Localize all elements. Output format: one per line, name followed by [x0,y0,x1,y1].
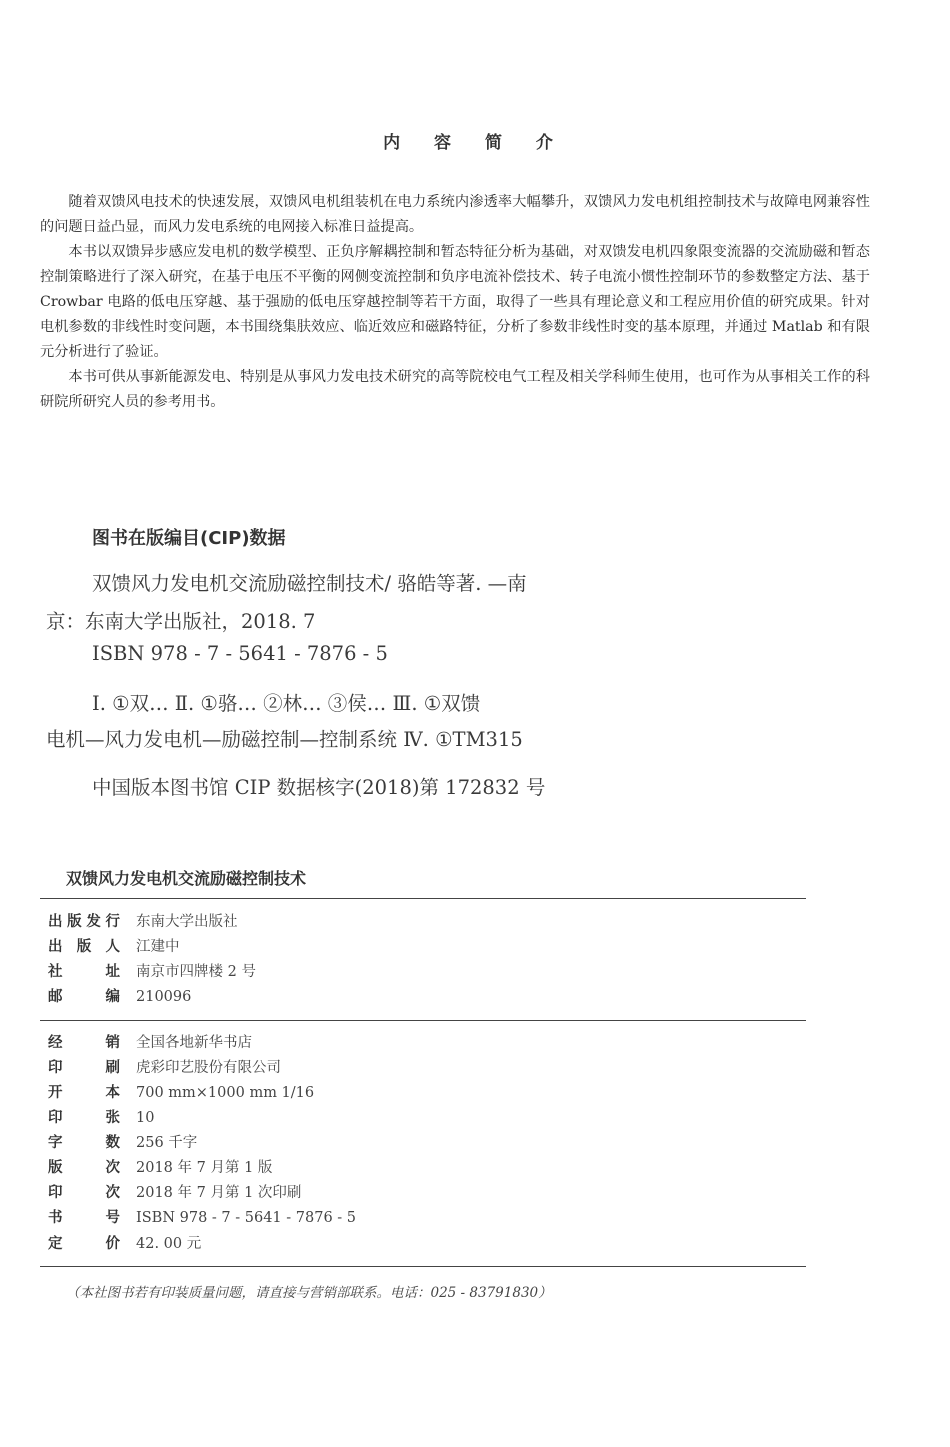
imprint-label: 书号 [48,1210,120,1226]
cip-line: 双馈风力发电机交流励磁控制技术/ 骆皓等著. —南 [92,572,527,595]
imprint-value: 42. 00 元 [136,1236,202,1252]
cip-line: Ⅰ. ①双… Ⅱ. ①骆… ②林… ③侯… Ⅲ. ①双馈 [92,692,481,715]
imprint-divider-bottom [40,1266,806,1267]
imprint-label: 社址 [48,964,120,980]
imprint-value: 256 千字 [136,1135,198,1151]
imprint-label: 印次 [48,1185,120,1201]
imprint-row [48,1106,154,1131]
cip-heading: 图书在版编目(CIP)数据 [92,528,286,549]
imprint-value: 2018 年 7 月第 1 版 [136,1160,273,1176]
imprint-divider-middle [40,1020,806,1021]
cip-line: ISBN 978 - 7 - 5641 - 7876 - 5 [92,642,388,665]
imprint-row [48,985,191,1010]
intro-paragraph: 本书以双馈异步感应发电机的数学模型、正负序解耦控制和暂态特征分析为基础，对双馈发电机四象限变流器的交流励磁和暂态控制策略进行了深入研究，在基于电压不平衡的网侧变流控制和负序电流补偿技术、转子电流小惯性控制环节的参数整定方法、基于 Crowbar 电路的低电压穿越、基于强励的低电压穿越控制等若干方面，取得了一些具有理论意义和工程应用价值的研究成果。针对电机参数的非线性时变问题，本书围绕集肤效应、临近效应和磁路特征，分析了参数非线性时变的基本原理，并通过 Matlab 和有限元分析进行了验证。 [40,244,870,360]
intro-paragraph: 随着双馈风电技术的快速发展，双馈风电机组装机在电力系统内渗透率大幅攀升，双馈风力发电机组控制技术与故障电网兼容性的问题日益凸显，而风力发电系统的电网接入标准日益提高。 [40,194,870,235]
imprint-value: 虎彩印艺股份有限公司 [136,1060,281,1076]
imprint-label: 出版发行 [48,914,120,930]
cip-line: 中国版本图书馆 CIP 数据核字(2018)第 172832 号 [92,776,546,799]
imprint-row [48,1056,281,1081]
imprint-row [48,1081,314,1106]
cip-line: 电机—风力发电机—励磁控制—控制系统 Ⅳ. ①TM315 [46,728,523,751]
imprint-label: 经销 [48,1035,120,1051]
imprint-label: 开本 [48,1085,120,1101]
intro-title: 内 容 简 介 [383,133,567,153]
imprint-row [48,1156,272,1181]
imprint-label: 邮编 [48,989,120,1005]
imprint-label: 版次 [48,1160,120,1176]
imprint-value: 700 mm×1000 mm 1/16 [136,1085,315,1101]
imprint-label: 印张 [48,1110,120,1126]
intro-paragraph: 本书可供从事新能源发电、特别是从事风力发电技术研究的高等院校电气工程及相关学科师生使用，也可作为从事相关工作的科研院所研究人员的参考用书。 [40,369,870,410]
imprint-value: 全国各地新华书店 [136,1035,252,1051]
imprint-value: 江建中 [136,939,180,955]
imprint-value: 10 [136,1110,155,1126]
intro-body [40,190,870,415]
imprint-row [48,1232,201,1257]
imprint-row [48,1206,356,1231]
imprint-row [48,1131,197,1156]
cip-line: 京：东南大学出版社，2018. 7 [46,610,316,633]
imprint-value: 东南大学出版社 [136,914,238,930]
imprint-label: 定价 [48,1236,120,1252]
imprint-value: 南京市四牌楼 2 号 [136,964,256,980]
imprint-row [48,1181,301,1206]
imprint-row [48,910,238,935]
quality-note: （本社图书若有印装质量问题，请直接与营销部联系。电话：025 - 83791830） [66,1285,552,1301]
imprint-label: 印刷 [48,1060,120,1076]
imprint-row [48,960,256,985]
imprint-book-title: 双馈风力发电机交流励磁控制技术 [66,869,307,888]
imprint-value: ISBN 978 - 7 - 5641 - 7876 - 5 [136,1210,357,1226]
imprint-label: 字数 [48,1135,120,1151]
imprint-value: 2018 年 7 月第 1 次印刷 [136,1185,302,1201]
imprint-row [48,935,180,960]
imprint-row [48,1031,252,1056]
imprint-label: 出版人 [48,939,120,955]
imprint-divider-top [40,898,806,899]
imprint-value: 210096 [136,989,192,1005]
